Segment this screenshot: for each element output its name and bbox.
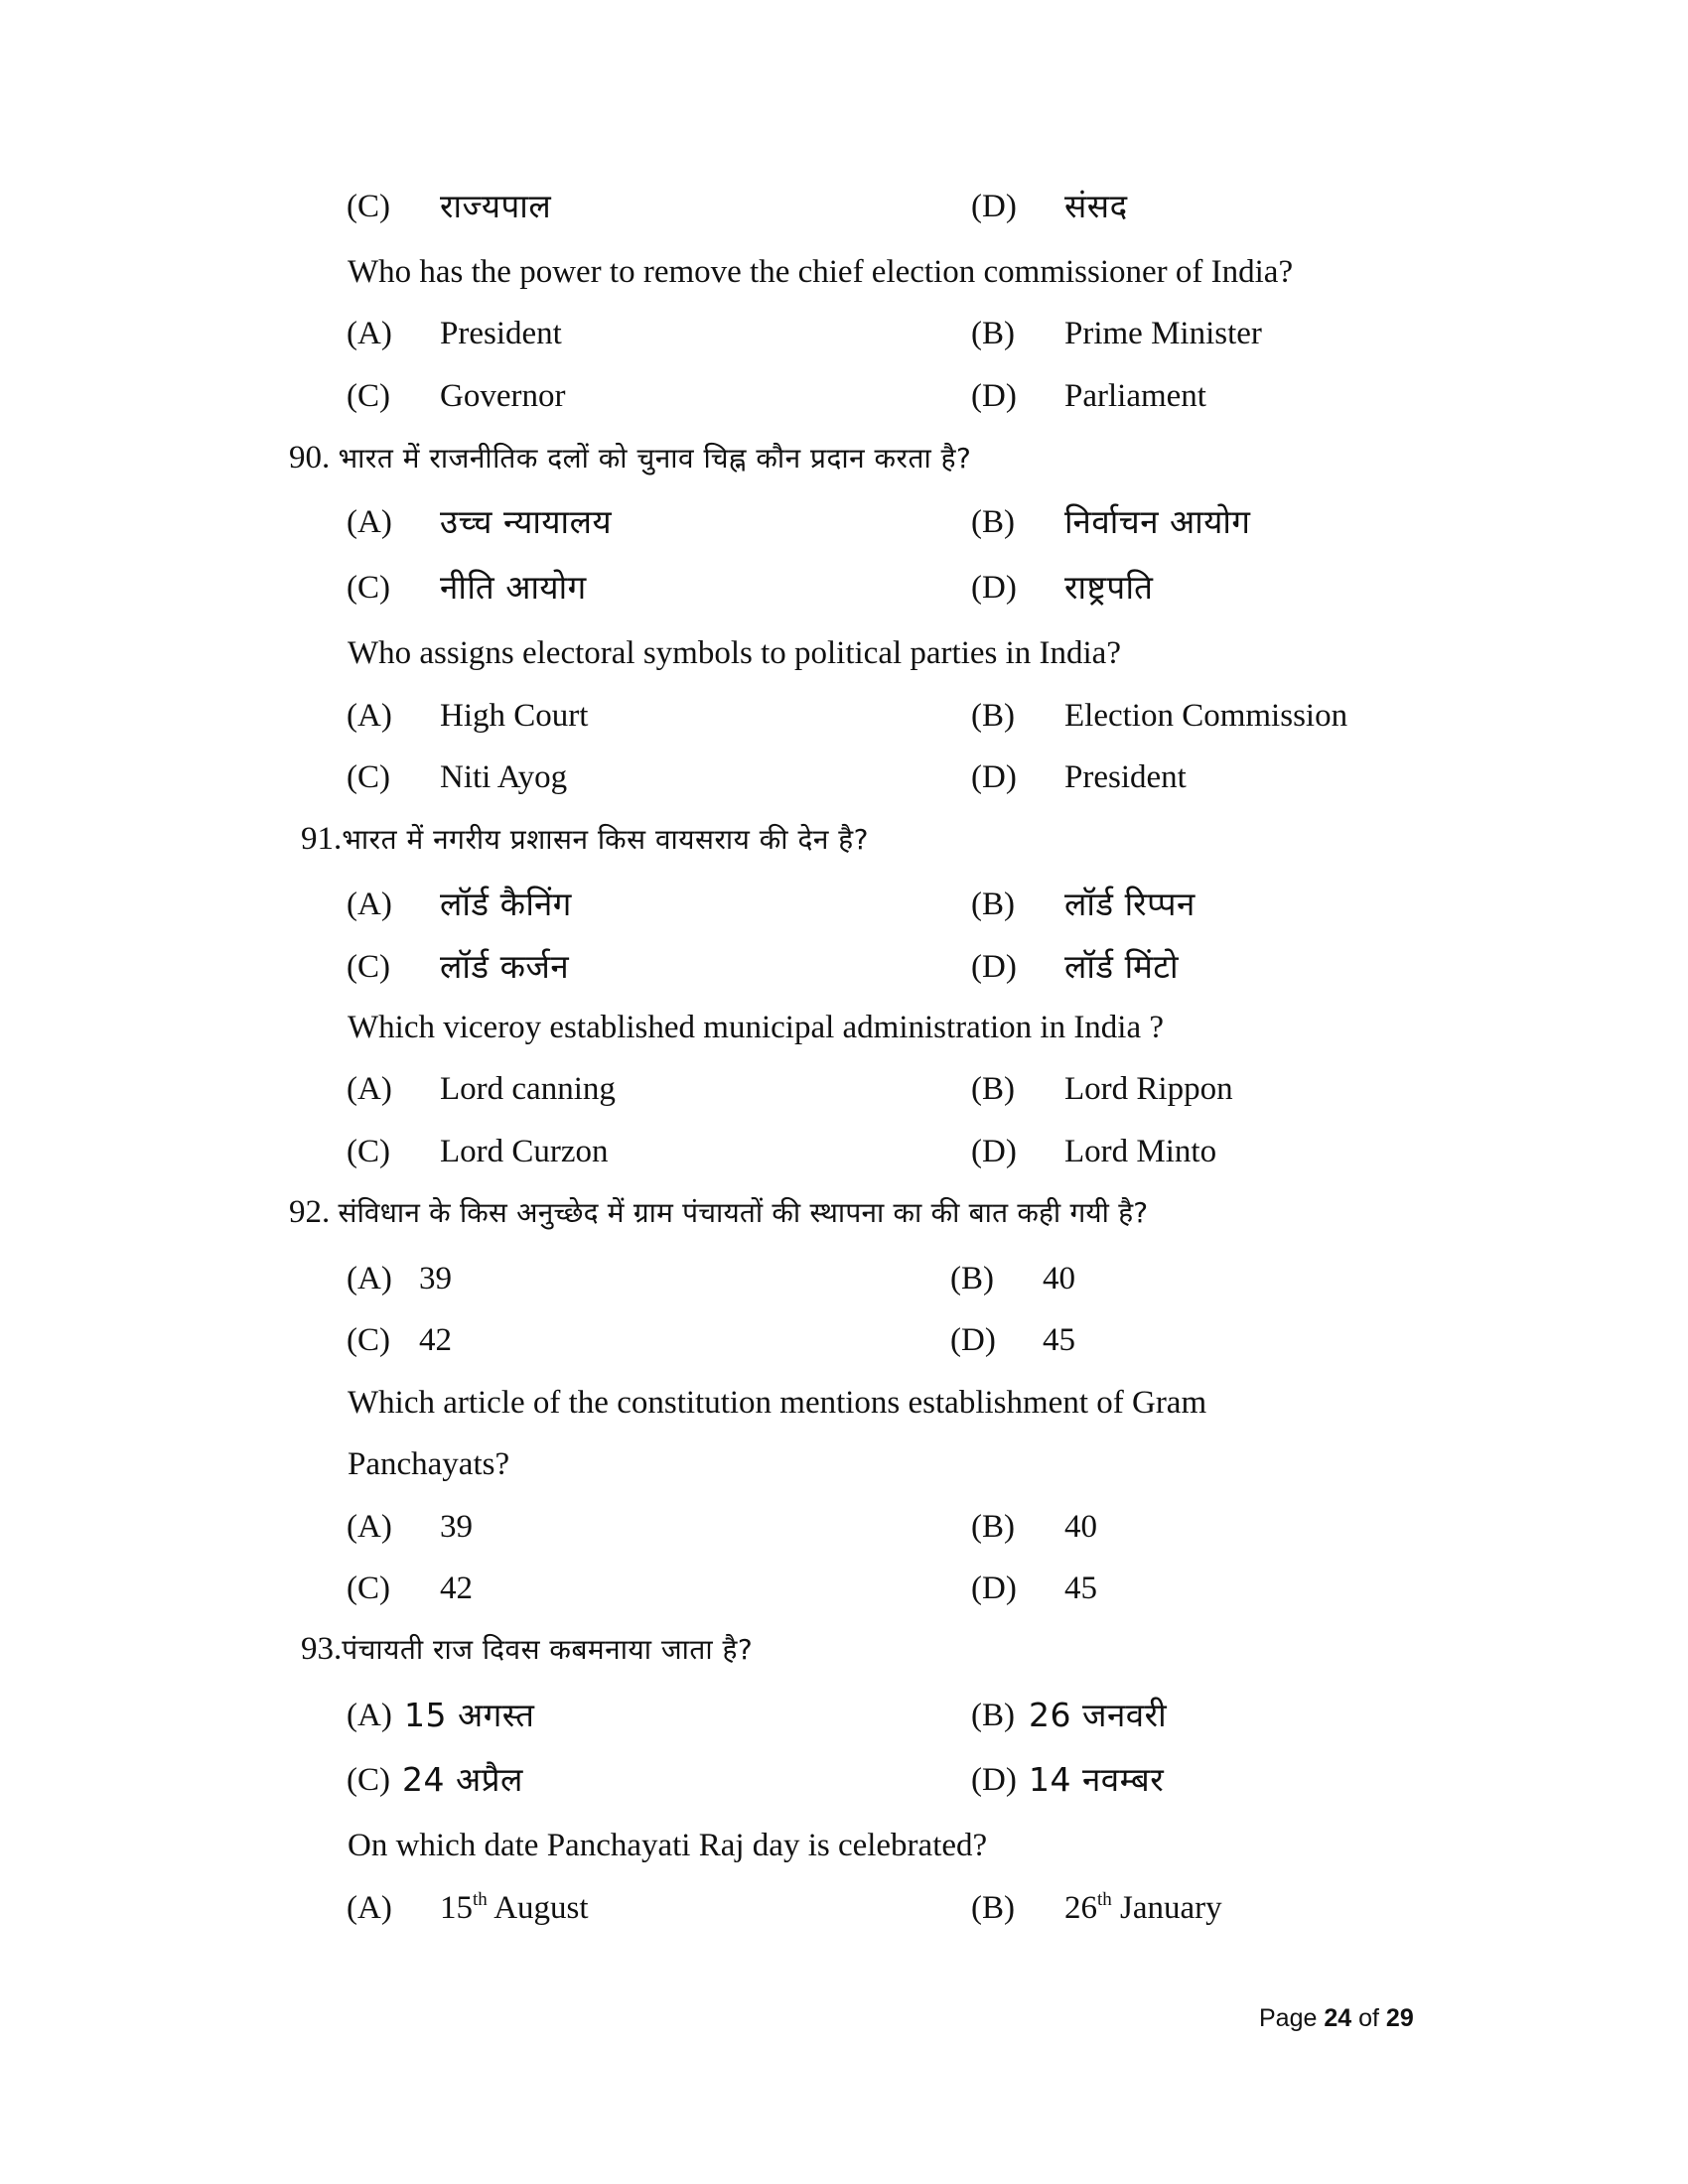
option-text: Lord Minto — [1064, 1134, 1217, 1169]
option-text: उच्च न्यायालय — [440, 502, 613, 541]
option-text: लॉर्ड कैनिंग — [440, 885, 572, 923]
month: August — [493, 1890, 589, 1926]
option-text: Parliament — [1064, 378, 1206, 414]
option-text: लॉर्ड मिंटो — [1064, 947, 1180, 986]
question-number: 90. — [289, 440, 331, 476]
option-label: (D) — [971, 378, 1017, 414]
option-label: (A) — [347, 504, 392, 540]
option-label: (D) — [971, 570, 1017, 606]
option-text: Lord Curzon — [440, 1134, 609, 1169]
option-label: (C) — [347, 949, 390, 985]
option-text: Lord Rippon — [1064, 1071, 1233, 1107]
option-label: (D) — [971, 1570, 1017, 1606]
option-label: (D) — [971, 1134, 1017, 1169]
question-text: भारत में नगरीय प्रशासन किस वायसराय की देन है? — [342, 823, 869, 856]
option-text: निर्वाचन आयोग — [1064, 502, 1251, 541]
option-text: Governor — [440, 378, 566, 414]
month: January — [1120, 1890, 1222, 1926]
option-text: नीति आयोग — [440, 568, 587, 607]
option-text: Niti Ayog — [440, 759, 568, 795]
option-label: (B) — [971, 698, 1015, 734]
option-label: (A) — [347, 887, 392, 922]
option-text: राष्ट्रपति — [1064, 568, 1154, 607]
option-text: 40 — [1043, 1261, 1075, 1297]
option-text: 45 — [1043, 1322, 1075, 1358]
option-text: Prime Minister — [1064, 316, 1262, 351]
option-text: लॉर्ड कर्जन — [440, 947, 570, 986]
ordinal-suffix: th — [473, 1889, 488, 1910]
option-text: Election Commission — [1064, 698, 1348, 734]
ordinal-suffix: th — [1097, 1889, 1112, 1910]
option-text: 45 — [1064, 1570, 1097, 1606]
question-number: 91. — [301, 821, 343, 857]
option-label: (C) — [347, 1762, 390, 1798]
question-text: पंचायती राज दिवस कबमनाया जाता है? — [342, 1633, 754, 1666]
day-number: 26 — [1064, 1890, 1097, 1926]
option-label: (B) — [950, 1261, 994, 1297]
option-label: (B) — [971, 1509, 1015, 1545]
q92-english-question-line1: Which article of the constitution mentions establishment of Gram — [348, 1385, 1207, 1421]
option-label: (D) — [971, 759, 1017, 795]
option-label: (C) — [347, 570, 390, 606]
option-label: (B) — [971, 504, 1015, 540]
q90-english-question: Who assigns electoral symbols to political parties in India? — [348, 635, 1121, 671]
option-label: (C) — [347, 1322, 390, 1358]
option-label: (B) — [971, 1071, 1015, 1107]
option-text: लॉर्ड रिप्पन — [1064, 885, 1196, 923]
option-label: (C) — [347, 189, 390, 224]
page-prefix: Page — [1259, 2004, 1318, 2032]
option-text: 26 जनवरी — [1029, 1696, 1168, 1734]
option-label: (A) — [347, 1261, 392, 1297]
option-text: Lord canning — [440, 1071, 616, 1107]
option-label: (B) — [971, 887, 1015, 922]
option-text: President — [440, 316, 562, 351]
q93-english-question: On which date Panchayati Raj day is celebrated? — [348, 1828, 988, 1863]
option-label: (A) — [347, 316, 392, 351]
question-number: 92. — [289, 1194, 331, 1230]
option-label: (B) — [971, 316, 1015, 351]
option-text: 15 अगस्त — [404, 1696, 535, 1734]
current-page: 24 — [1324, 2004, 1352, 2032]
option-label: (C) — [347, 1134, 390, 1169]
option-label: (A) — [347, 1071, 392, 1107]
q92-english-question-line2: Panchayats? — [348, 1446, 510, 1482]
total-pages: 29 — [1385, 2004, 1414, 2032]
question-text: भारत में राजनीतिक दलों को चुनाव चिह्न कौन प्रदान करता है? — [338, 442, 972, 475]
question-text: संविधान के किस अनुच्छेद में ग्राम पंचायतों की स्थापना का की बात कही गयी है? — [338, 1196, 1149, 1229]
option-label: (A) — [347, 698, 392, 734]
q90-hindi-question — [289, 438, 971, 478]
q91-hindi-question — [301, 819, 869, 860]
q92-hindi-question — [289, 1192, 1148, 1233]
option-label: (A) — [347, 1698, 392, 1733]
option-text: High Court — [440, 698, 589, 734]
option-label: (A) — [347, 1890, 392, 1926]
option-text: राज्यपाल — [440, 187, 552, 225]
option-label: (B) — [971, 1890, 1015, 1926]
q93-hindi-question — [301, 1629, 753, 1670]
q91-english-question: Which viceroy established municipal administration in India ? — [348, 1010, 1165, 1045]
option-text — [1064, 1888, 1222, 1928]
option-label: (D) — [971, 189, 1017, 224]
option-text: President — [1064, 759, 1187, 795]
option-label: (C) — [347, 378, 390, 414]
option-text: 14 नवम्बर — [1029, 1760, 1165, 1799]
page-number — [1259, 2003, 1414, 2033]
option-label: (D) — [971, 949, 1017, 985]
option-text: 42 — [440, 1570, 473, 1606]
option-label: (C) — [347, 759, 390, 795]
option-text: 24 अप्रैल — [402, 1760, 523, 1799]
option-text: संसद — [1064, 187, 1128, 225]
option-label: (B) — [971, 1698, 1015, 1733]
option-label: (C) — [347, 1570, 390, 1606]
option-label: (D) — [971, 1762, 1017, 1798]
q89-english-question: Who has the power to remove the chief election commissioner of India? — [348, 254, 1294, 290]
question-number: 93. — [301, 1631, 343, 1667]
option-text: 42 — [419, 1322, 452, 1358]
option-label: (D) — [950, 1322, 996, 1358]
option-text: 39 — [419, 1261, 452, 1297]
page-of: of — [1358, 2004, 1379, 2032]
option-label: (A) — [347, 1509, 392, 1545]
option-text: 39 — [440, 1509, 473, 1545]
option-text: 40 — [1064, 1509, 1097, 1545]
day-number: 15 — [440, 1890, 473, 1926]
option-text — [440, 1888, 589, 1928]
